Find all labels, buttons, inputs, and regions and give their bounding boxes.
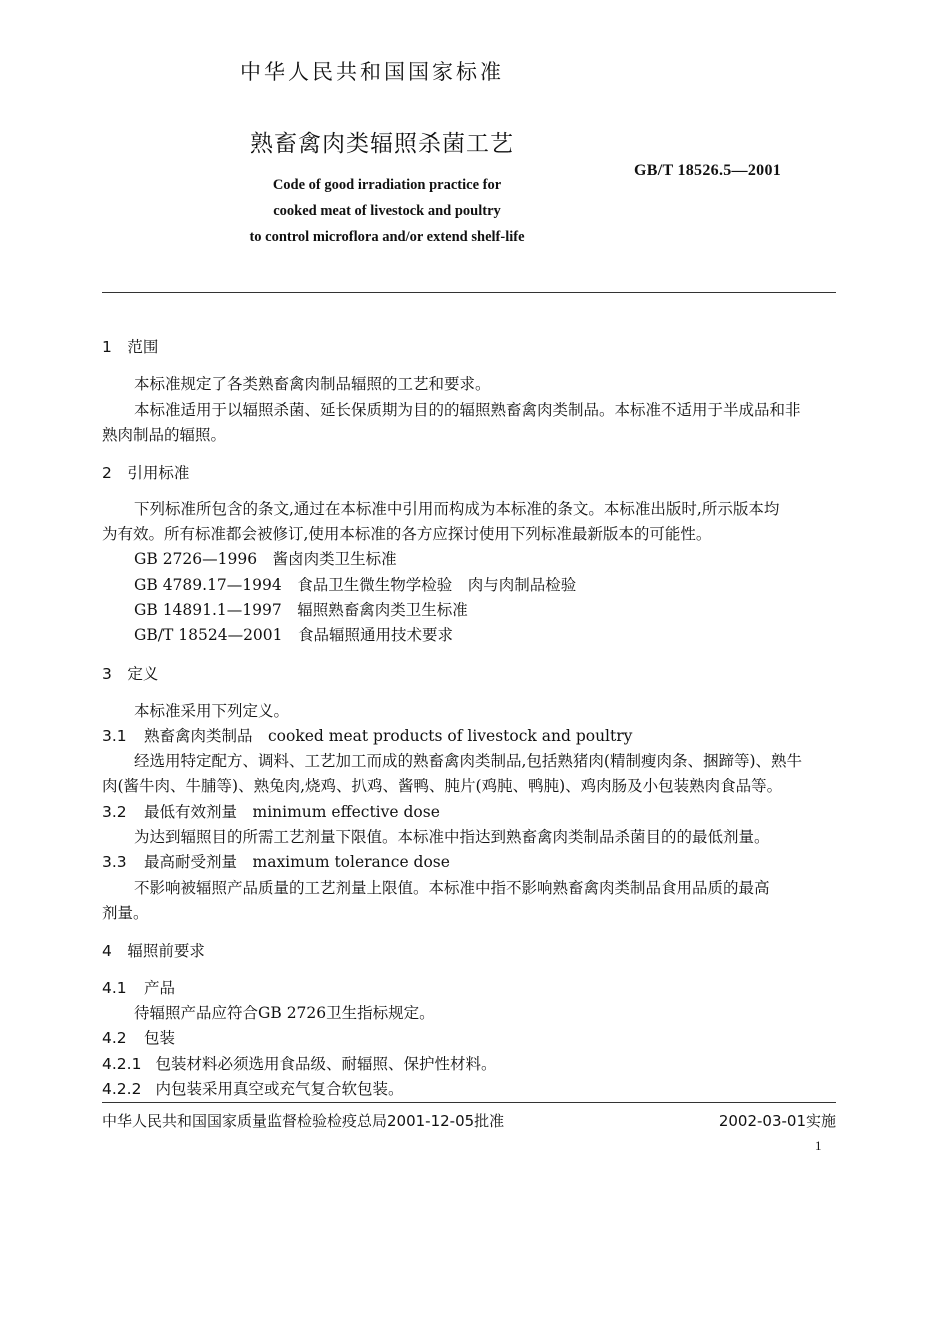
reference-item: GB/T 18524—2001 食品辐照通用技术要求 bbox=[134, 626, 454, 644]
page-number: 1 bbox=[815, 1138, 822, 1153]
section-1-paragraph-2-line-2: 熟肉制品的辐照。 bbox=[102, 426, 227, 444]
clause-4-2-2-text: 内包装采用真空或充气复合软包装。 bbox=[155, 1080, 404, 1098]
header-divider bbox=[102, 292, 836, 293]
definition-3-2-line-1: 为达到辐照目的所需工艺剂量下限值。本标准中指达到熟畜禽肉类制品杀菌目的的最低剂量。 bbox=[134, 828, 770, 846]
clause-4-2-1 bbox=[102, 1052, 496, 1074]
clause-4-2-1-text: 包装材料必须选用食品级、耐辐照、保护性材料。 bbox=[155, 1055, 497, 1073]
definition-3-1-number: 3.1 bbox=[102, 727, 127, 745]
section-4-heading: 4 辐照前要求 bbox=[102, 942, 205, 960]
reference-item: GB 2726—1996 酱卤肉类卫生标准 bbox=[134, 550, 397, 568]
section-3-intro: 本标准采用下列定义。 bbox=[134, 702, 290, 720]
implementation-date: 2002-03-01实施 bbox=[718, 1112, 836, 1130]
clause-4-2-1-number: 4.2.1 bbox=[102, 1055, 142, 1073]
definition-3-2-term bbox=[102, 800, 440, 822]
definition-3-1-line-1: 经选用特定配方、调料、工艺加工而成的熟畜禽肉类制品,包括熟猪肉(精制瘦肉条、捆蹄等)、熟牛 bbox=[134, 752, 803, 770]
definition-3-3-term bbox=[102, 850, 450, 872]
clause-4-2-2 bbox=[102, 1077, 403, 1099]
section-1-paragraph-2-line-1: 本标准适用于以辐照杀菌、延长保质期为目的的辐照熟畜禽肉类制品。本标准不适用于半成品和非 bbox=[134, 401, 801, 419]
clause-4-1 bbox=[102, 976, 175, 998]
reference-item: GB 4789.17—1994 食品卫生微生物学检验 肉与肉制品检验 bbox=[134, 576, 577, 594]
clause-4-2-number: 4.2 bbox=[102, 1029, 127, 1047]
definition-3-2-term-text: 最低有效剂量 minimum effective dose bbox=[144, 803, 440, 821]
section-1-paragraph-1: 本标准规定了各类熟畜禽肉制品辐照的工艺和要求。 bbox=[134, 375, 491, 393]
definition-3-3-line-1: 不影响被辐照产品质量的工艺剂量上限值。本标准中指不影响熟畜禽肉类制品食用品质的最高 bbox=[134, 879, 770, 897]
approval-statement: 中华人民共和国国家质量监督检验检疫总局2001-12-05批准 bbox=[102, 1112, 505, 1130]
definition-3-2-number: 3.2 bbox=[102, 803, 127, 821]
definition-3-3-number: 3.3 bbox=[102, 853, 127, 871]
document-title-en-line-3: to control microflora and/or extend shelf-life bbox=[249, 229, 525, 245]
reference-item: GB 14891.1—1997 辐照熟畜禽肉类卫生标准 bbox=[134, 601, 468, 619]
clause-4-2-label: 包装 bbox=[144, 1029, 176, 1047]
standard-code: GB/T 18526.5—2001 bbox=[634, 162, 782, 179]
definition-3-3-line-2: 剂量。 bbox=[102, 904, 149, 922]
clause-4-1-text: 待辐照产品应符合GB 2726卫生指标规定。 bbox=[134, 1004, 435, 1022]
footer-divider bbox=[102, 1102, 836, 1103]
document-title-zh: 熟畜禽肉类辐照杀菌工艺 bbox=[250, 131, 514, 157]
section-2-paragraph-line-1: 下列标准所包含的条文,通过在本标准中引用而构成为本标准的条文。本标准出版时,所示版本均 bbox=[134, 500, 780, 518]
definition-3-3-term-text: 最高耐受剂量 maximum tolerance dose bbox=[144, 853, 450, 871]
section-2-paragraph-line-2: 为有效。所有标准都会被修订,使用本标准的各方应探讨使用下列标准最新版本的可能性。 bbox=[102, 525, 712, 543]
section-1-heading: 1 范围 bbox=[102, 338, 159, 356]
clause-4-1-number: 4.1 bbox=[102, 979, 127, 997]
document-title-en-line-2: cooked meat of livestock and poultry bbox=[273, 203, 501, 219]
section-2-heading: 2 引用标准 bbox=[102, 464, 190, 482]
clause-4-1-label: 产品 bbox=[144, 979, 176, 997]
definition-3-1-term bbox=[102, 724, 632, 746]
definition-3-1-line-2: 肉(酱牛肉、牛脯等)、熟兔肉,烧鸡、扒鸡、酱鸭、肫片(鸡肫、鸭肫)、鸡肉肠及小包装熟肉食品等。 bbox=[102, 777, 783, 795]
national-standard-heading: 中华人民共和国国家标准 bbox=[240, 60, 504, 84]
clause-4-2-2-number: 4.2.2 bbox=[102, 1080, 142, 1098]
document-title-en-line-1: Code of good irradiation practice for bbox=[272, 177, 502, 193]
definition-3-1-term-text: 熟畜禽肉类制品 cooked meat products of livestock and poultry bbox=[144, 727, 633, 745]
section-3-heading: 3 定义 bbox=[102, 665, 159, 683]
clause-4-2 bbox=[102, 1026, 175, 1048]
